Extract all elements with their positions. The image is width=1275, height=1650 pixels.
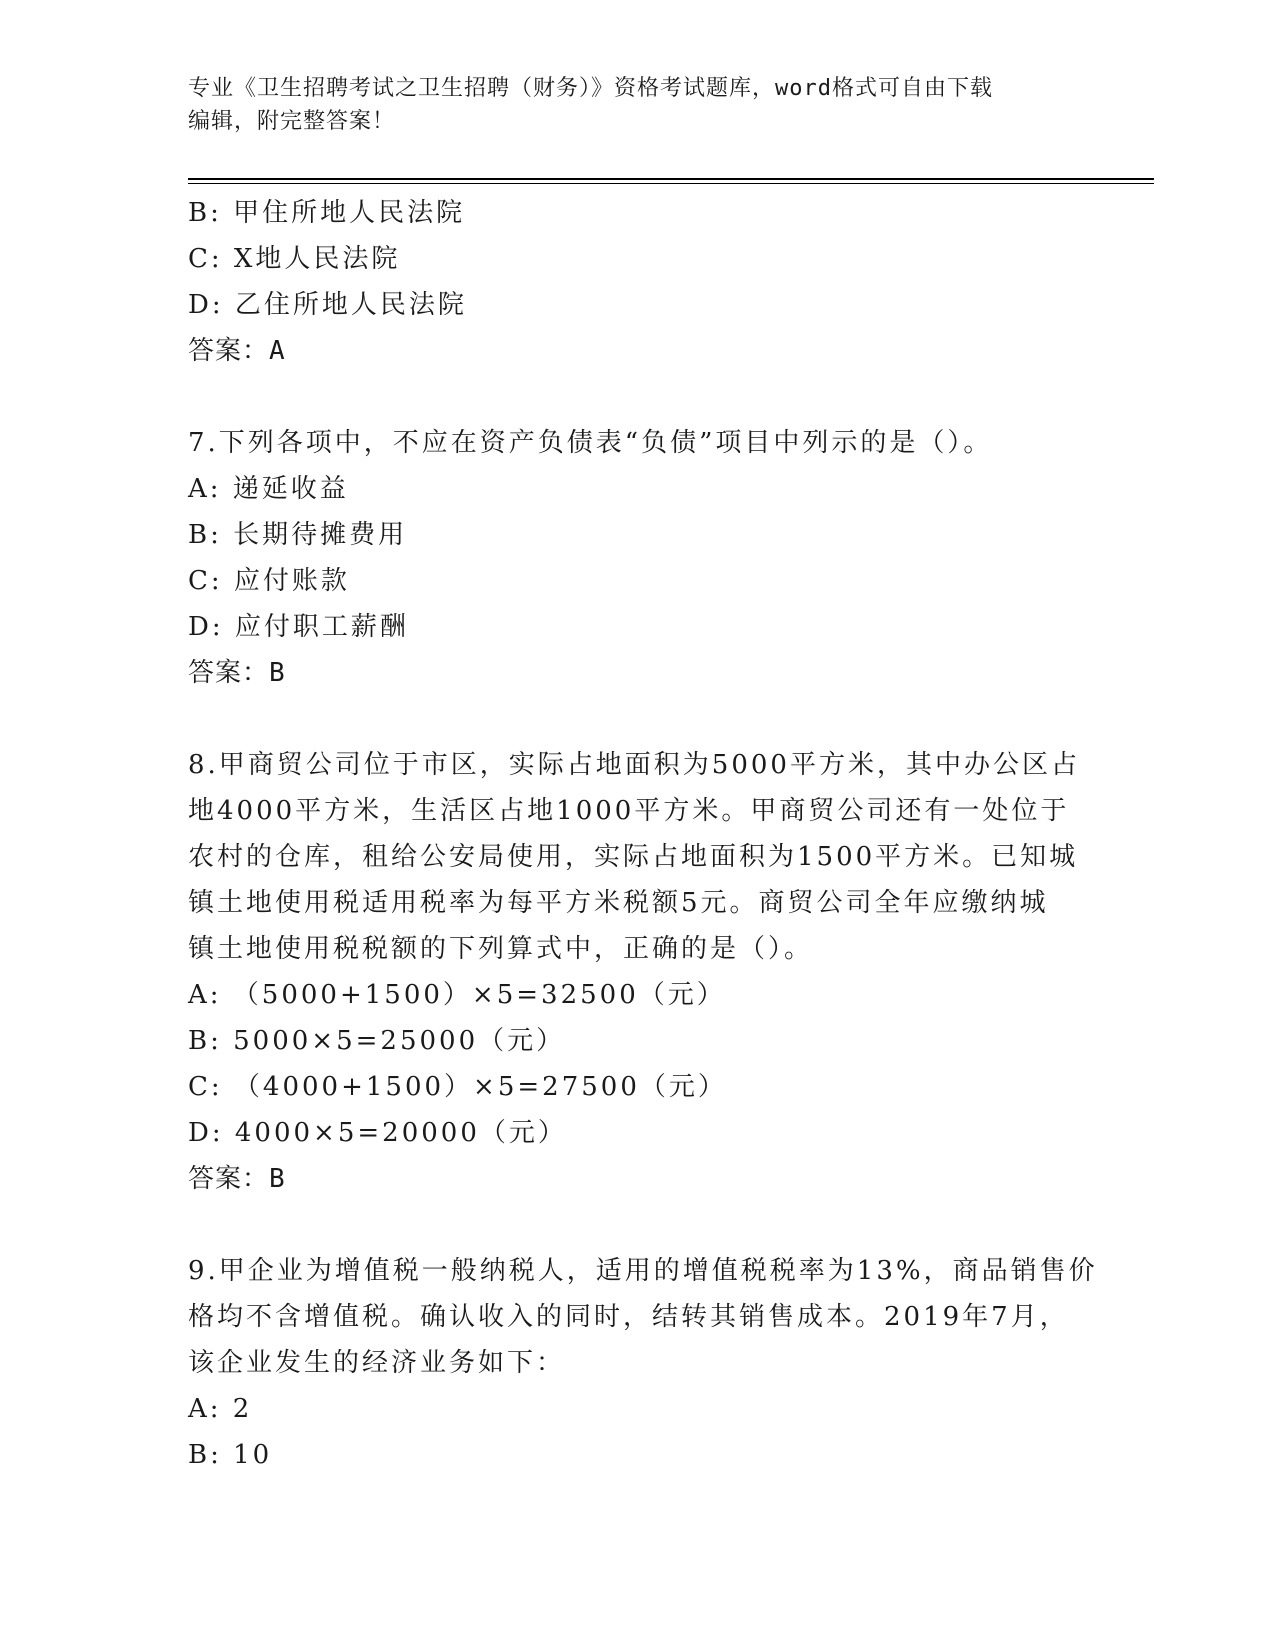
spacer <box>188 374 1088 420</box>
header-divider-thin <box>188 183 1154 184</box>
q7-option-d: D: 应付职工薪酬 <box>188 612 409 642</box>
document-header <box>188 72 1088 138</box>
q7-option-b: B: 长期待摊费用 <box>188 520 408 550</box>
question-content <box>188 190 1098 1478</box>
q7-question: 7.下列各项中，不应在资产负债表“负债”项目中列示的是（）。 <box>188 428 993 458</box>
q9-question-line-2: 格均不含增值税。确认收入的同时，结转其销售成本。2019年7月， <box>188 1302 1069 1332</box>
q6-option-b: B: 甲住所地人民法院 <box>188 198 466 228</box>
header-line-2: 编辑，附完整答案！ <box>188 109 396 134</box>
q8-option-b: B: 5000×5=25000（元） <box>188 1026 566 1056</box>
q8-question-line-5: 镇土地使用税税额的下列算式中，正确的是（）。 <box>188 934 814 964</box>
q7-option-c: C: 应付账款 <box>188 566 350 596</box>
q6-answer: 答案：A <box>188 336 286 366</box>
q8-option-a: A: （5000+1500）×5=32500（元） <box>188 980 726 1010</box>
spacer <box>188 696 1088 742</box>
q9-question-line-1: 9.甲企业为增值税一般纳税人，适用的增值税税率为13%，商品销售价 <box>188 1256 1098 1286</box>
q6-option-c: C: X地人民法院 <box>188 244 401 274</box>
q8-answer: 答案：B <box>188 1164 286 1194</box>
q8-option-d: D: 4000×5=20000（元） <box>188 1118 567 1148</box>
q8-question-line-2: 地4000平方米，生活区占地1000平方米。甲商贸公司还有一处位于 <box>188 796 1070 826</box>
q8-question-line-1: 8.甲商贸公司位于市区，实际占地面积为5000平方米，其中办公区占 <box>188 750 1080 780</box>
q8-option-c: C: （4000+1500）×5=27500（元） <box>188 1072 727 1102</box>
q9-option-b: B: 10 <box>188 1440 273 1470</box>
header-divider-thick <box>188 178 1154 180</box>
header-line-1: 专业《卫生招聘考试之卫生招聘（财务）》资格考试题库，word格式可自由下载 <box>188 76 993 101</box>
spacer <box>188 1202 1088 1248</box>
q8-question-line-3: 农村的仓库，租给公安局使用，实际占地面积为1500平方米。已知城 <box>188 842 1079 872</box>
q7-answer: 答案：B <box>188 658 286 688</box>
q9-question-line-3: 该企业发生的经济业务如下： <box>188 1348 566 1378</box>
q6-option-d: D: 乙住所地人民法院 <box>188 290 467 320</box>
q9-option-a: A: 2 <box>188 1394 253 1424</box>
q7-option-a: A: 递延收益 <box>188 474 349 504</box>
q8-question-line-4: 镇土地使用税适用税率为每平方米税额5元。商贸公司全年应缴纳城 <box>188 888 1049 918</box>
